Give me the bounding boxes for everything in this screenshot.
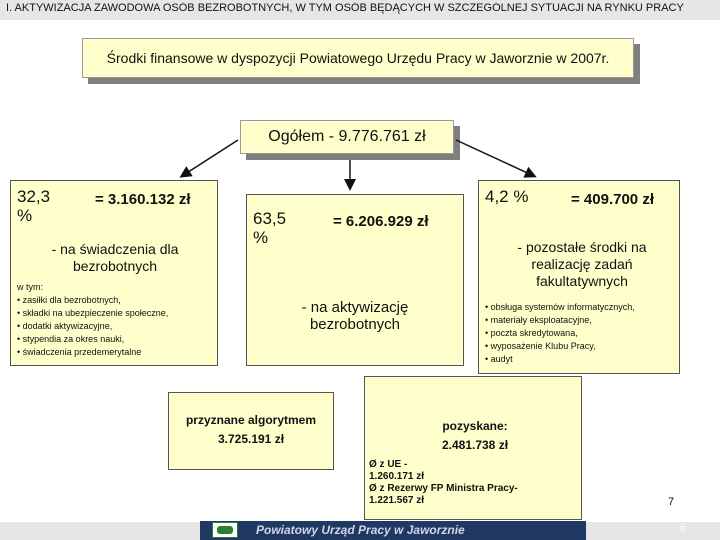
- algorithm-card: [168, 392, 334, 470]
- footer-text: Powiatowy Urząd Pracy w Jaworznie: [256, 523, 465, 537]
- other-item: • audyt: [485, 354, 513, 364]
- obtained-source-line: Ø z UE -: [369, 459, 408, 470]
- activation-amount: = 6.206.929 zł: [333, 213, 429, 230]
- other-item: • obsługa systemów informatycznych,: [485, 302, 635, 312]
- activation-percent: 63,5 %: [253, 209, 287, 247]
- other-item: • materiały eksploatacyjne,: [485, 315, 592, 325]
- obtained-label: pozyskane:: [442, 419, 508, 433]
- arrow-to-left: [182, 140, 238, 176]
- activation-desc: - na aktywizację bezrobotnych: [301, 299, 409, 333]
- benefits-card: [10, 180, 218, 366]
- other-item: • wyposażenie Klubu Pracy,: [485, 341, 596, 351]
- benefits-list: [17, 281, 213, 359]
- benefits-item: • stypendia za okres nauki,: [17, 334, 125, 344]
- benefits-amount: = 3.160.132 zł: [95, 191, 191, 208]
- obtained-amount: 2.481.738 zł: [441, 438, 509, 452]
- other-item: • poczta skredytowana,: [485, 328, 578, 338]
- benefits-item: • składki na ubezpieczenie społeczne,: [17, 308, 169, 318]
- algorithm-content: [169, 411, 333, 449]
- benefits-item: • zasiłki dla bezrobotnych,: [17, 295, 121, 305]
- activation-card: [246, 194, 464, 366]
- obtained-source-line: 1.221.567 zł: [369, 495, 425, 506]
- benefits-item: • świadczenia przedemerytalne: [17, 347, 142, 357]
- obtained-source-line: 1.260.171 zł: [369, 471, 425, 482]
- obtained-card: [364, 376, 582, 520]
- benefits-item: • dodatki aktywizacyjne,: [17, 321, 113, 331]
- total-text: Ogółem - 9.776.761 zł: [268, 128, 426, 145]
- algorithm-amount: 3.725.191 zł: [217, 432, 285, 446]
- other-list: [485, 301, 677, 366]
- benefits-percent: 32,3 %: [17, 187, 51, 225]
- arrow-to-right: [456, 140, 534, 176]
- obtained-source-line: Ø z Rezerwy FP Ministra Pracy-: [369, 483, 518, 494]
- obtained-content: [405, 417, 545, 455]
- title-text: Środki finansowe w dyspozycji Powiatowego Urzędu Pracy w Jaworznie w 2007r.: [106, 49, 610, 66]
- benefits-list-intro: w tym:: [17, 282, 43, 292]
- algorithm-label: przyznane algorytmem: [185, 413, 317, 427]
- logo-mark: [217, 526, 233, 534]
- other-card: [478, 180, 680, 374]
- other-percent: 4,2 %: [485, 187, 529, 206]
- pup-logo-icon: [212, 522, 238, 538]
- other-amount: = 409.700 zł: [571, 191, 654, 208]
- other-desc: - pozostałe środki na realizację zadań fakultatywnych: [517, 239, 647, 289]
- benefits-desc: - na świadczenia dla bezrobotnych: [51, 241, 179, 274]
- page-number-inner: 7: [668, 496, 675, 508]
- page-number: 6: [680, 522, 687, 534]
- obtained-sources: [369, 459, 579, 507]
- header-title: I. AKTYWIZACJA ZAWODOWA OSÓB BEZROBOTNYCH, W TYM OSÓB BĘDĄCYCH W SZCZEGÓLNEJ SYTUACJI NA RYNKU PRACY: [6, 2, 684, 14]
